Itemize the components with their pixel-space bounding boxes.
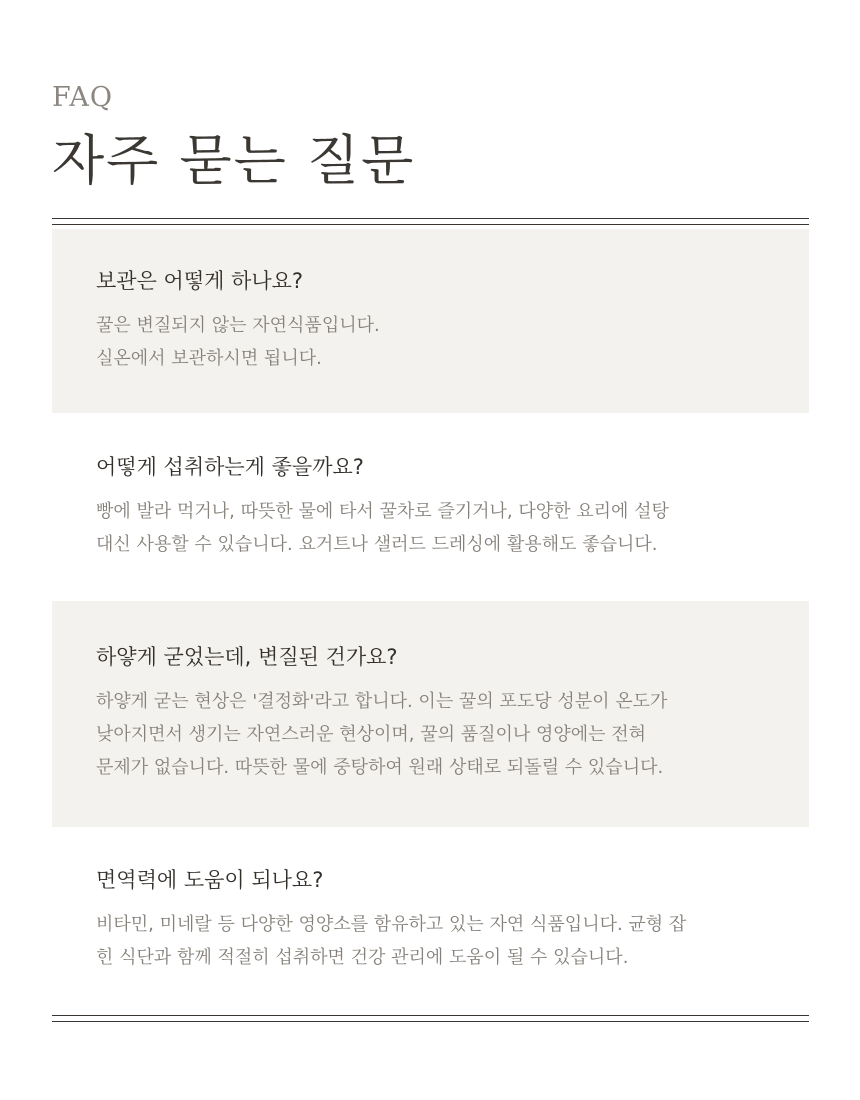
faq-answer bbox=[96, 495, 769, 561]
faq-answer-line: 대신 사용할 수 있습니다. 요거트나 샐러드 드레싱에 활용해도 좋습니다. bbox=[96, 534, 658, 555]
faq-item-consumption bbox=[52, 413, 809, 601]
faq-question: 어떻게 섭취하는게 좋을까요? bbox=[96, 455, 364, 479]
faq-answer bbox=[96, 309, 769, 375]
bottom-double-divider bbox=[52, 1015, 809, 1022]
faq-answer-line: 하얗게 굳는 현상은 '결정화'라고 합니다. 이는 꿀의 포도당 성분이 온도가 bbox=[96, 691, 668, 712]
faq-answer-line: 낮아지면서 생기는 자연스러운 현상이며, 꿀의 품질이나 영양에는 전혀 bbox=[96, 724, 647, 745]
faq-item-immunity bbox=[52, 827, 809, 1013]
page-title: 자주 묻는 질문 bbox=[52, 129, 416, 192]
faq-question: 하얗게 굳었는데, 변질된 건가요? bbox=[96, 645, 398, 669]
faq-answer-line: 문제가 없습니다. 따뜻한 물에 중탕하여 원래 상태로 되돌릴 수 있습니다. bbox=[96, 757, 664, 778]
top-double-divider bbox=[52, 218, 809, 225]
faq-question: 보관은 어떻게 하나요? bbox=[96, 269, 304, 293]
faq-answer-line: 비타민, 미네랄 등 다양한 영양소를 함유하고 있는 자연 식품입니다. 균형 잡 bbox=[96, 914, 687, 935]
faq-answer-line: 힌 식단과 함께 적절히 섭취하면 건강 관리에 도움이 될 수 있습니다. bbox=[96, 947, 629, 968]
section-eyebrow: FAQ bbox=[52, 82, 114, 113]
faq-answer bbox=[96, 685, 769, 784]
faq-header bbox=[52, 78, 415, 196]
faq-answer-line: 꿀은 변질되지 않는 자연식품입니다. bbox=[96, 315, 380, 336]
faq-item-crystallization bbox=[52, 601, 809, 827]
faq-answer-line: 실온에서 보관하시면 됩니다. bbox=[96, 348, 322, 369]
faq-question: 면역력에 도움이 되나요? bbox=[96, 868, 324, 892]
faq-answer-line: 빵에 발라 먹거나, 따뜻한 물에 타서 꿀차로 즐기거나, 다양한 요리에 설탕 bbox=[96, 501, 669, 522]
faq-answer bbox=[96, 908, 769, 974]
faq-item-storage bbox=[52, 229, 809, 413]
